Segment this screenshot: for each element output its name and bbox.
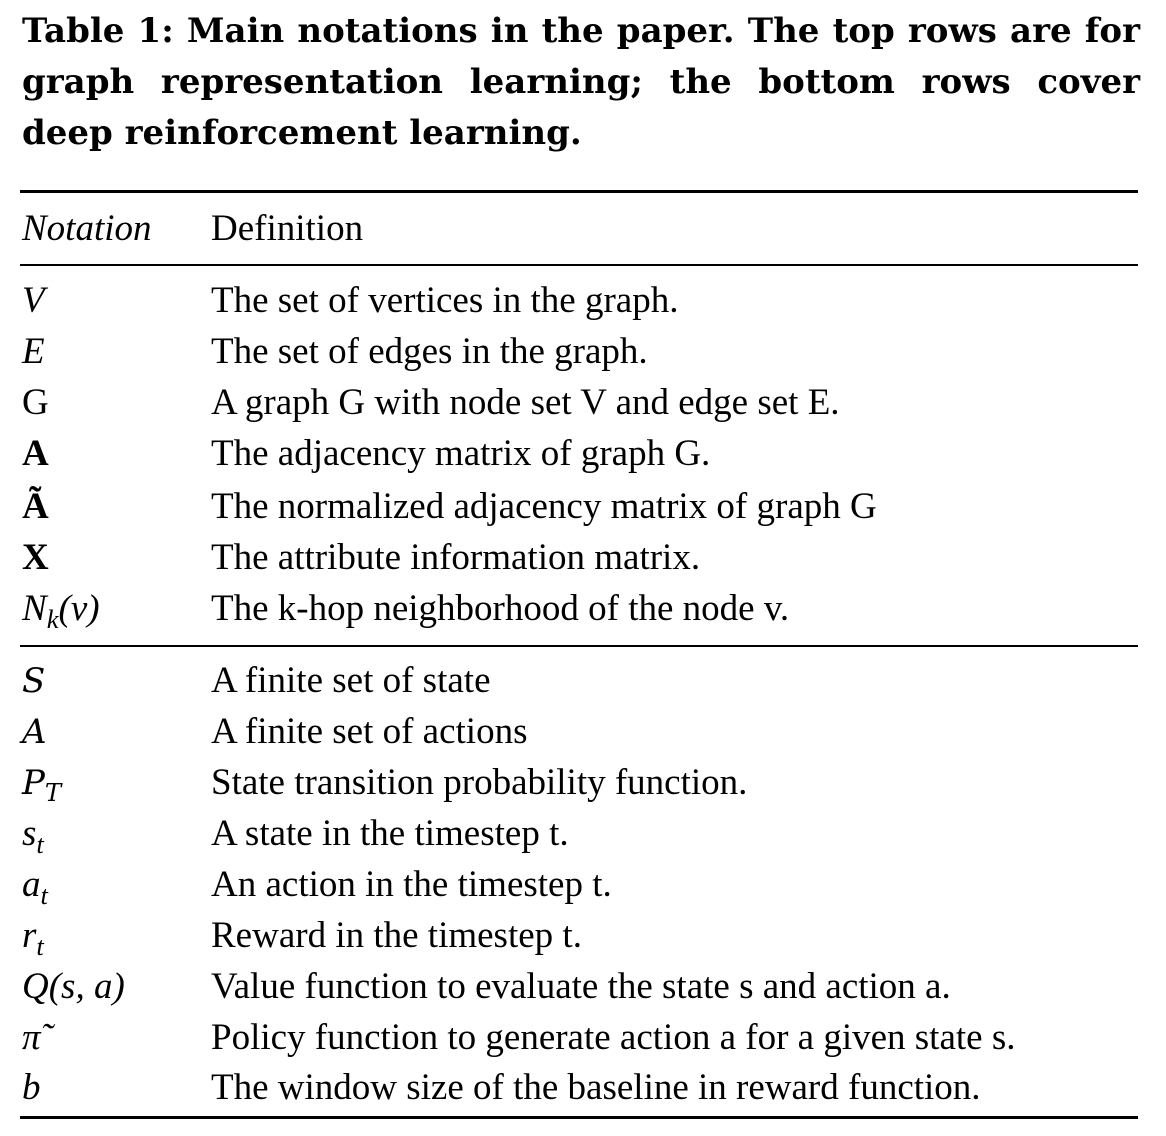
notation-symbol: V (22, 280, 45, 321)
table-row (0, 707, 1166, 757)
definition-text: An action in the timestep t. (211, 864, 612, 905)
header-definition: Definition (211, 208, 364, 249)
notation-symbol: X (22, 537, 49, 578)
definition-text: A state in the timestep t. (211, 813, 569, 854)
definition-text: A finite set of actions (211, 711, 528, 752)
table-row (0, 911, 1166, 961)
bottom-rule (20, 1116, 1138, 1119)
notation-symbol: b (22, 1067, 41, 1108)
notation-symbol: $N_k(v)$ (22, 588, 100, 634)
table-row (0, 378, 1166, 428)
notation-symbol: A (22, 433, 49, 474)
definition-text: Value function to evaluate the state s and action a. (211, 966, 951, 1007)
table-row (0, 1013, 1166, 1063)
table-row (0, 1063, 1166, 1113)
table-row (0, 962, 1166, 1012)
section-rule (20, 645, 1138, 647)
table-row (0, 482, 1166, 532)
definition-text: The set of vertices in the graph. (211, 280, 679, 321)
definition-text: The attribute information matrix. (211, 537, 701, 578)
notation-symbol: Q(s, a) (22, 966, 125, 1007)
definition-text: A graph G with node set V and edge set E. (211, 382, 840, 423)
definition-text: A finite set of state (211, 660, 491, 701)
definition-text: The normalized adjacency matrix of graph G (211, 486, 877, 527)
top-rule (20, 190, 1138, 193)
notation-symbol: π̃ (22, 1017, 41, 1058)
header-notation: Notation (22, 208, 152, 249)
notation-symbol: A (22, 712, 47, 752)
notation-symbol: $s_t$ (22, 813, 44, 859)
definition-text: Policy function to generate action a for a given state s. (211, 1017, 1016, 1058)
notation-symbol: E (22, 331, 45, 372)
notation-symbol: $a_t$ (22, 864, 48, 910)
notation-symbol: $r_t$ (22, 915, 44, 961)
table-caption: Table 1: Main notations in the paper. The top rows are for graph representation learning; the bottom rows cover deep reinforcement learning. (22, 11, 1140, 153)
table-row (0, 758, 1166, 808)
table-row (0, 327, 1166, 377)
table-row (0, 533, 1166, 583)
table-header-row (0, 204, 1166, 254)
notation-symbol: S (22, 661, 46, 701)
header-rule (20, 264, 1138, 266)
table-row (0, 809, 1166, 859)
definition-text: Reward in the timestep t. (211, 915, 582, 956)
table-row (0, 584, 1166, 634)
table-row (0, 276, 1166, 326)
table-row (0, 860, 1166, 910)
table-row (0, 656, 1166, 706)
definition-text: The adjacency matrix of graph G. (211, 433, 711, 474)
definition-text: The set of edges in the graph. (211, 331, 648, 372)
definition-text: State transition probability function. (211, 762, 748, 803)
notation-symbol: $P_T$ (22, 763, 62, 808)
definition-text: The k-hop neighborhood of the node v. (211, 588, 790, 629)
notation-symbol: G (22, 382, 49, 423)
table-row (0, 429, 1166, 479)
notation-symbol: Ã (22, 486, 49, 527)
definition-text: The window size of the baseline in reward function. (211, 1067, 981, 1108)
